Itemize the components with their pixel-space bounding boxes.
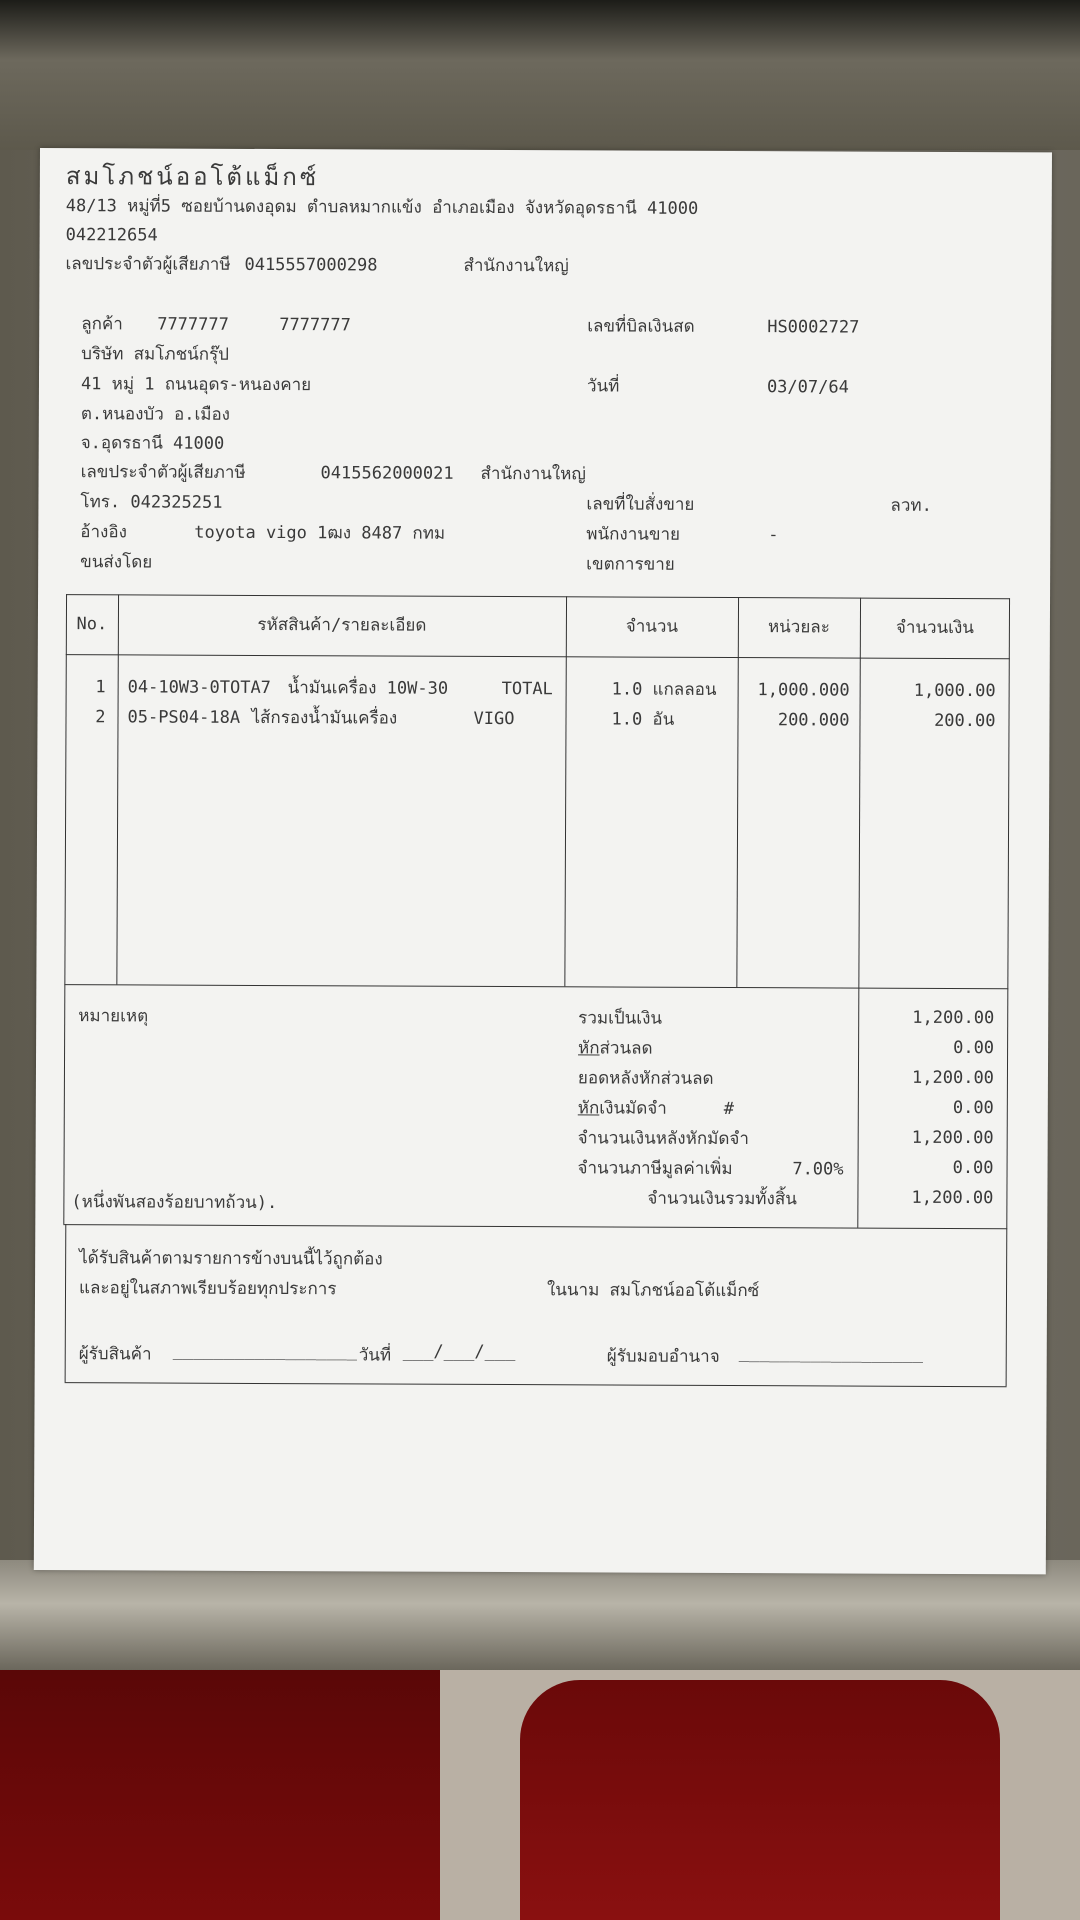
cash-bill-document <box>34 148 1052 1574</box>
table-header-amount: จำนวนเงิน <box>895 617 974 639</box>
summary-right-border <box>1006 988 1008 1228</box>
order-number-label: เลขที่ใบสั่งขาย <box>586 494 695 515</box>
receiver-label: ผู้รับสินค้า <box>78 1344 152 1365</box>
deposit-label-text: เงินมัดจำ <box>599 1098 667 1119</box>
grand-total-label: จำนวนเงินรวมทั้งสิ้น <box>647 1188 797 1210</box>
background-red-cloth-right <box>520 1680 1000 1920</box>
company-tax-id-label: เลขประจำตัวผู้เสียภาษี <box>65 254 231 275</box>
table-right-border <box>1007 598 1010 988</box>
footer-right-border <box>1006 1228 1008 1386</box>
summary-left-border <box>63 984 65 1224</box>
company-branch: สำนักงานใหญ่ <box>463 255 569 277</box>
vat-label: จำนวนภาษีมูลค่าเพิ่ม <box>577 1158 733 1180</box>
after-discount-value: 1,200.00 <box>912 1067 994 1089</box>
after-discount-label: ยอดหลังหักส่วนลด <box>577 1068 714 1089</box>
company-phone: 042212654 <box>65 225 158 246</box>
deposit-value: 0.00 <box>952 1097 994 1119</box>
row-product-code: 04-10W3-0TOTA7 <box>127 677 271 699</box>
customer-code: 7777777 <box>157 314 229 335</box>
row-amount: 1,000.00 <box>913 680 996 702</box>
receive-date-blank: ___/___/___ <box>402 1341 516 1363</box>
row-number: 2 <box>95 707 106 728</box>
table-header-no: No. <box>76 614 108 635</box>
received-statement-line-1: ได้รับสินค้าตามรายการข้างบนนี้ไว้ถูกต้อง <box>79 1248 383 1270</box>
table-header-border <box>66 654 1010 659</box>
authorized-label: ผู้รับมอบอำนาจ <box>606 1346 720 1367</box>
on-behalf-of: ในนาม สมโภชน์ออโต้แม็กซ์ <box>546 1280 760 1302</box>
discount-value: 0.00 <box>953 1037 995 1059</box>
background-top <box>0 0 1080 150</box>
row-description: น้ำมันเครื่อง 10W-30 <box>287 678 449 699</box>
receive-date-label: วันที่ <box>358 1345 392 1366</box>
company-address: 48/13 หมู่ที่5 ซอยบ้านดงอุดม ตำบลหมากแข้ง อำเภอเมือง จังหวัดอุดรธานี 41000 <box>65 196 699 219</box>
sales-zone-label: เขตการขาย <box>586 554 675 575</box>
table-bottom-border <box>64 984 1008 989</box>
bill-number-label: เลขที่บิลเงินสด <box>587 316 695 337</box>
row-unit-price: 200.000 <box>777 710 850 731</box>
row-unit-price: 1,000.000 <box>757 680 850 701</box>
table-col-divider-2 <box>564 596 567 986</box>
customer-tax-id: 0415562000021 <box>320 463 454 484</box>
remark-label: หมายเหตุ <box>78 1006 149 1027</box>
salesperson-label: พนักงานขาย <box>586 524 681 545</box>
row-quantity: 1.0 แกลลอน <box>611 679 717 700</box>
vat-rate: 7.00% <box>792 1159 844 1180</box>
row-number: 1 <box>95 677 106 698</box>
table-header-description: รหัสสินค้า/รายละเอียด <box>257 614 427 636</box>
discount-prefix: หัก <box>578 1038 600 1059</box>
customer-tax-id-label: เลขประจำตัวผู้เสียภาษี <box>80 462 246 483</box>
authorized-signature-line: __________________ <box>738 1343 924 1364</box>
customer-address-3: จ.อุดรธานี 41000 <box>80 433 225 454</box>
table-header-quantity: จำนวน <box>625 616 679 637</box>
customer-ref-label: อ้างอิง <box>80 522 127 543</box>
customer-address-1: 41 หมู่ 1 ถนนอุดร-หนองคาย <box>80 374 312 396</box>
bill-date-label: วันที่ <box>586 376 620 397</box>
customer-label: ลูกค้า <box>81 314 123 335</box>
deposit-prefix: หัก <box>577 1098 600 1119</box>
row-amount: 200.00 <box>934 710 996 732</box>
receiver-signature-line: __________________ <box>172 1340 358 1362</box>
row-quantity: 1.0 อัน <box>611 709 675 730</box>
background-counter-ledge <box>0 1560 1080 1670</box>
table-col-divider-3 <box>736 597 739 987</box>
vat-value: 0.00 <box>952 1157 994 1179</box>
customer-address-2: ต.หนองบัว อ.เมือง <box>80 404 231 425</box>
company-tax-id: 0415557000298 <box>244 254 378 276</box>
deposit-mark: # <box>723 1098 735 1120</box>
row-description: ไส้กรองน้ำมันเครื่อง <box>251 707 398 729</box>
table-col-divider-4 <box>858 598 861 988</box>
background-red-cloth-left <box>0 1670 440 1920</box>
amount-in-words: (หนึ่งพันสองร้อยบาทถ้วน). <box>71 1192 278 1214</box>
row-product-code: 05-PS04-18A <box>127 707 241 728</box>
grand-total-value: 1,200.00 <box>911 1187 994 1209</box>
salesperson-value: - <box>768 525 779 546</box>
table-col-divider-1 <box>116 594 119 984</box>
customer-ship-label: ขนส่งโดย <box>80 552 153 573</box>
after-deposit-value: 1,200.00 <box>911 1127 994 1149</box>
summary-bottom-border <box>63 1224 1007 1229</box>
table-top-border <box>66 594 1010 599</box>
table-header-unit-price: หน่วยละ <box>767 617 830 638</box>
subtotal-value: 1,200.00 <box>912 1007 995 1029</box>
footer-bottom-border <box>65 1382 1007 1387</box>
footer-left-border <box>65 1224 67 1382</box>
customer-ref: toyota vigo 1ฒง 8487 กทม <box>194 522 446 544</box>
deposit-label <box>578 1098 667 1118</box>
row-brand: TOTAL <box>501 679 553 700</box>
customer-name: บริษัท สมโภชน์กรุ๊ป <box>81 344 230 365</box>
subtotal-label: รวมเป็นเงิน <box>578 1008 663 1029</box>
order-number-value: ลวท. <box>890 495 932 516</box>
row-brand: VIGO <box>473 708 515 730</box>
company-name: สมโภชน์ออโต้แม็กซ์ <box>65 162 320 192</box>
customer-branch: สำนักงานใหญ่ <box>480 463 586 485</box>
table-left-border <box>64 594 67 984</box>
after-deposit-label: จำนวนเงินหลังหักมัดจำ <box>577 1128 749 1150</box>
bill-number: HS0002727 <box>767 317 860 338</box>
discount-label-text: ส่วนลด <box>599 1038 653 1059</box>
customer-code-2: 7777777 <box>279 315 351 336</box>
received-statement-line-2: และอยู่ในสภาพเรียบร้อยทุกประการ <box>78 1278 337 1300</box>
discount-label <box>578 1038 653 1058</box>
customer-phone: โทร. 042325251 <box>80 492 223 513</box>
bill-date: 03/07/64 <box>766 377 849 398</box>
